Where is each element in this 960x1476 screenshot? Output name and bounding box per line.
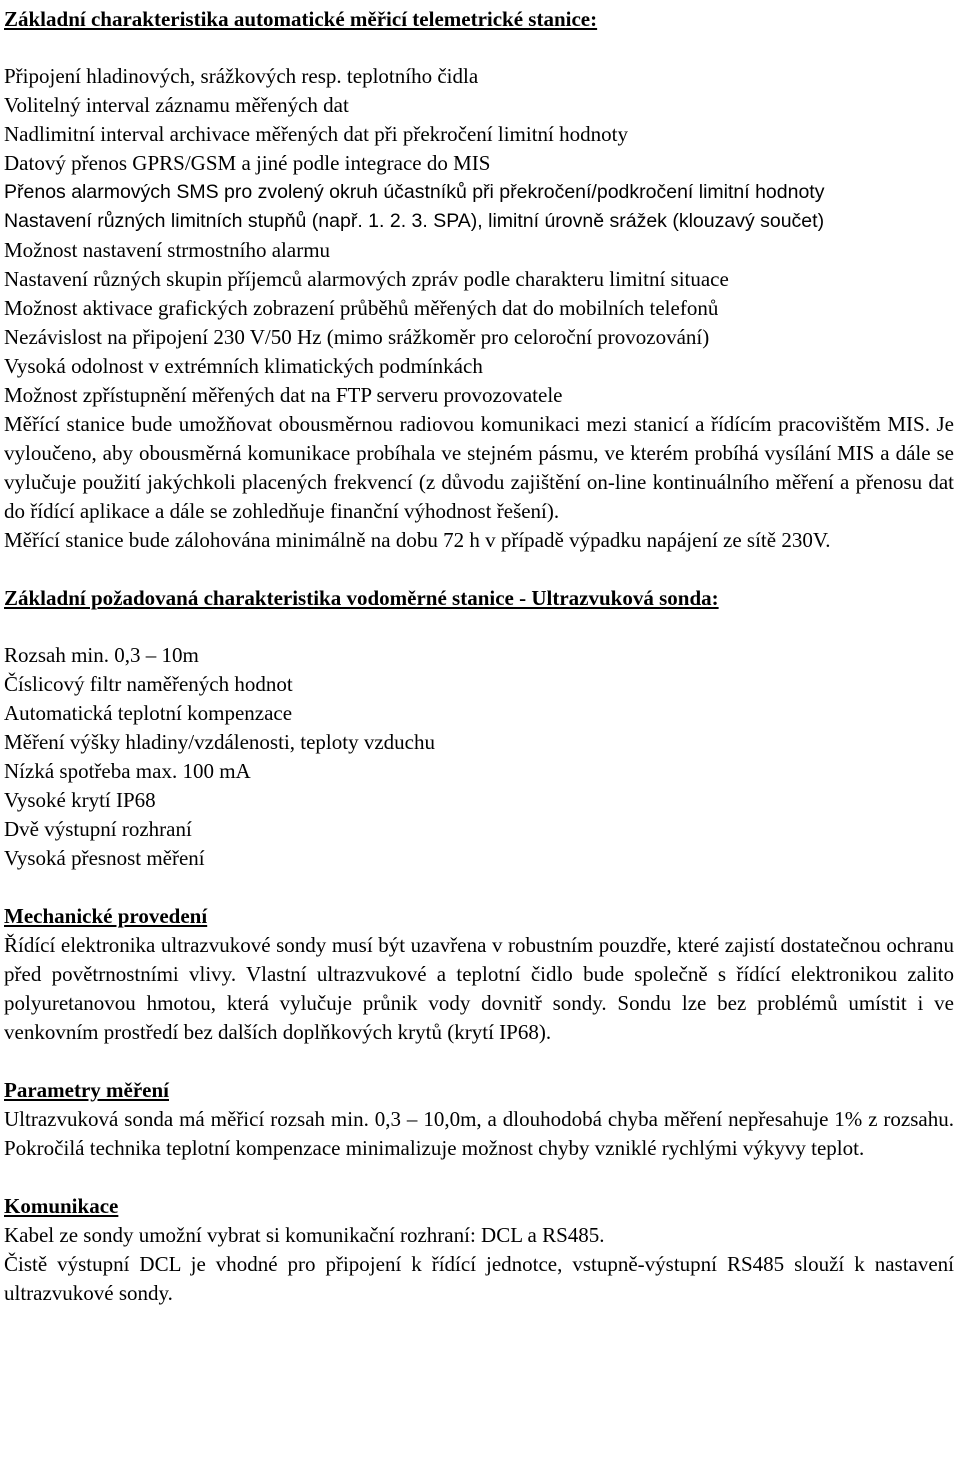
section-heading-mechanical: Mechanické provedení [4, 904, 208, 928]
list-item: Automatická teplotní kompenzace [4, 701, 293, 725]
list-item: Nezávislost na připojení 230 V/50 Hz (mimo srážkoměr pro celoroční provozování) [4, 325, 710, 349]
paragraph-backup-power: Měřící stanice bude zálohována minimálně na dobu 72 h v případě výpadku napájení ze sítě 230V. [4, 528, 831, 552]
paragraph-measurement-parameters: Ultrazvuková sonda má měřicí rozsah min. 0,3 – 10,0m, a dlouhodobá chyba měření nepřesahuje 1% z rozsahu. Pokročilá technika teplotní kompenzace minimalizuje možnost chyby vzniklé rychlými výkyvy teplot. [4, 1107, 954, 1160]
list-item: Možnost nastavení strmostního alarmu [4, 238, 331, 262]
list-item: Dvě výstupní rozhraní [4, 817, 192, 841]
section-heading-telemetry-station: Základní charakteristika automatické měřicí telemetrické stanice: [4, 7, 598, 31]
communication-line: Kabel ze sondy umožní vybrat si komunikační rozhraní: DCL a RS485. [4, 1223, 605, 1247]
list-item: Nadlimitní interval archivace měřených dat při překročení limitní hodnoty [4, 122, 628, 146]
list-item: Rozsah min. 0,3 – 10m [4, 643, 199, 667]
section-heading-measurement-parameters: Parametry měření [4, 1078, 169, 1102]
list-item: Nastavení různých limitních stupňů (např. 1. 2. 3. SPA), limitní úrovně srážek (klouzavý součet) [4, 210, 825, 232]
telemetry-feature-list [4, 62, 954, 410]
list-item: Volitelný interval záznamu měřených dat [4, 93, 349, 117]
list-item: Připojení hladinových, srážkových resp. teplotního čidla [4, 64, 479, 88]
paragraph-communication: Čistě výstupní DCL je vhodné pro připojení k řídící jednotce, vstupně-výstupní RS485 slouží k nastavení ultrazvukové sondy. [4, 1252, 954, 1305]
list-item: Nízká spotřeba max. 100 mA [4, 759, 251, 783]
list-item: Vysoká odolnost v extrémních klimatických podmínkách [4, 354, 483, 378]
section-heading-ultrasonic-probe: Základní požadovaná charakteristika vodoměrné stanice - Ultrazvuková sonda: [4, 586, 719, 610]
paragraph-mechanical: Řídící elektronika ultrazvukové sondy musí být uzavřena v robustním pouzdře, které zajistí dostatečnou ochranu před povětrnostními vlivy. Vlastní ultrazvukové a teplotní čidlo bude společně s řídící elektronikou zalito polyuretanovou hmotou, která vylučuje průnik vody dovnitř sondy. Sondu lze bez problémů umístit i ve venkovním prostředí bez dalších doplňkových krytů (krytí IP68). [4, 933, 954, 1044]
paragraph-radio-communication: Měřící stanice bude umožňovat obousměrnou radiovou komunikaci mezi stanicí a řídícím pracovištěm MIS. Je vyloučeno, aby obousměrná komunikace probíhala ve stejném pásmu, ve kterém probíhá vysílání MIS a dále se vylučuje použití jakýchkoli placených frekvencí (z důvodu zajištění on-line kontinuálního měření a přenosu dat do řídící aplikace a dále se zohledňuje finanční výhodnost řešení). [4, 412, 954, 523]
list-item: Vysoká přesnost měření [4, 846, 205, 870]
list-item: Možnost aktivace grafických zobrazení průběhů měřených dat do mobilních telefonů [4, 296, 719, 320]
list-item: Datový přenos GPRS/GSM a jiné podle integrace do MIS [4, 151, 491, 175]
list-item: Nastavení různých skupin příjemců alarmových zpráv podle charakteru limitní situace [4, 267, 729, 291]
list-item: Možnost zpřístupnění měřených dat na FTP serveru provozovatele [4, 383, 563, 407]
list-item: Přenos alarmových SMS pro zvolený okruh účastníků při překročení/podkročení limitní hodnoty [4, 181, 825, 203]
list-item: Číslicový filtr naměřených hodnot [4, 672, 293, 696]
list-item: Měření výšky hladiny/vzdálenosti, teploty vzduchu [4, 730, 435, 754]
section-heading-communication: Komunikace [4, 1194, 119, 1218]
ultrasonic-feature-list [4, 641, 954, 873]
list-item: Vysoké krytí IP68 [4, 788, 156, 812]
